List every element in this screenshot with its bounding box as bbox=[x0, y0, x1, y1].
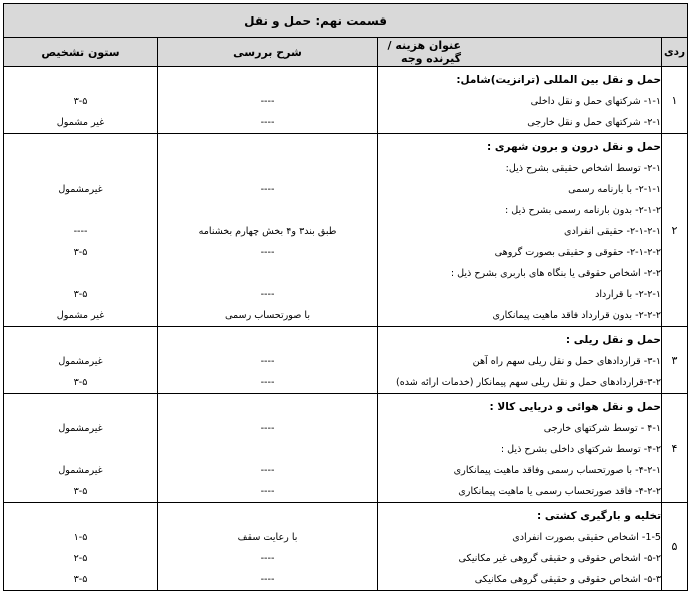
item-description: ---- bbox=[260, 247, 275, 258]
item-diagnosis: غیرمشمول bbox=[58, 356, 103, 367]
item-title: ۴-۱ - توسط شرکتهای خارجی bbox=[543, 423, 662, 434]
column-desc bbox=[158, 394, 378, 503]
item-title: حمل و نقل درون و برون شهری : bbox=[487, 141, 662, 153]
table-row bbox=[4, 394, 688, 503]
item-title: حمل و نقل بین المللی (ترانزیت)شامل: bbox=[456, 74, 662, 86]
column-title bbox=[378, 134, 662, 327]
item-diagnosis: غیر مشمول bbox=[56, 310, 105, 321]
column-title bbox=[378, 503, 662, 591]
row-number: ۳ bbox=[662, 327, 688, 394]
item-description bbox=[158, 137, 377, 158]
item-description: طبق بند۳ و۴ بخش چهارم بخشنامه bbox=[198, 226, 337, 237]
header-desc: شرح بررسی bbox=[158, 38, 378, 67]
item-title: ۱-۱- شرکتهای حمل و نقل داخلی bbox=[530, 96, 662, 107]
item-title: حمل و نقل هوائی و دریایی کالا : bbox=[489, 401, 662, 413]
column-title bbox=[378, 327, 662, 394]
header-row bbox=[4, 38, 688, 67]
transport-table bbox=[3, 3, 688, 591]
table-title: قسمت نهم: حمل و نقل bbox=[4, 4, 688, 38]
item-title: حمل و نقل ریلی : bbox=[565, 334, 662, 346]
column-diag bbox=[4, 134, 158, 327]
item-title: ۴-۲-۱- با صورتحساب رسمی وفاقد ماهیت پیمانکاری bbox=[453, 465, 662, 476]
column-desc bbox=[158, 67, 378, 134]
item-description: ---- bbox=[260, 423, 275, 434]
item-diagnosis: ۲-۵ bbox=[73, 553, 88, 564]
item-description: ---- bbox=[260, 486, 275, 497]
item-title: ۵-۳- اشخاص حقوقی و حقیقی گروهی مکانیکی bbox=[474, 574, 662, 585]
column-title bbox=[378, 67, 662, 134]
item-diagnosis bbox=[4, 263, 157, 284]
item-diagnosis: غیر مشمول bbox=[56, 117, 105, 128]
item-title: ۲-۲-۲- بدون قرارداد فاقد ماهیت پیمانکاری bbox=[492, 310, 662, 321]
item-title: ۲-۲-۱- با قرارداد bbox=[595, 289, 662, 300]
item-diagnosis: غیرمشمول bbox=[58, 465, 103, 476]
item-title: ۳-۲-قراردادهای حمل و نقل ریلی سهم پیمانکار (خدمات ارائه شده) bbox=[395, 377, 662, 388]
item-description bbox=[158, 330, 377, 351]
item-diagnosis: ۳-۵ bbox=[73, 574, 88, 585]
item-diagnosis: ۳-۵ bbox=[73, 377, 88, 388]
item-description: ---- bbox=[260, 117, 275, 128]
item-description: ---- bbox=[260, 184, 275, 195]
column-diag bbox=[4, 67, 158, 134]
item-description: با رعایت سقف bbox=[237, 532, 298, 543]
header-num: ردی bbox=[662, 38, 688, 67]
document-page bbox=[3, 3, 687, 586]
item-title: 1-5- اشخاص حقیقی بصورت انفرادی bbox=[512, 532, 662, 543]
item-diagnosis: ۳-۵ bbox=[73, 247, 88, 258]
item-description: با صورتحساب رسمی bbox=[225, 310, 311, 321]
item-description: ---- bbox=[260, 377, 275, 388]
item-description: ---- bbox=[260, 356, 275, 367]
item-diagnosis: ---- bbox=[73, 226, 88, 237]
item-description: ---- bbox=[260, 289, 275, 300]
item-diagnosis bbox=[4, 506, 157, 527]
item-title: ۲-۱-۱- با بارنامه رسمی bbox=[568, 184, 662, 195]
item-diagnosis bbox=[4, 137, 157, 158]
table-row bbox=[4, 134, 688, 327]
item-description: ---- bbox=[260, 574, 275, 585]
column-title bbox=[378, 394, 662, 503]
item-diagnosis: غیرمشمول bbox=[58, 423, 103, 434]
column-desc bbox=[158, 503, 378, 591]
item-description: ---- bbox=[260, 96, 275, 107]
item-diagnosis: غیرمشمول bbox=[58, 184, 103, 195]
header-diag: ستون تشخیص bbox=[4, 38, 158, 67]
table-row bbox=[4, 503, 688, 591]
item-description bbox=[158, 70, 377, 91]
item-title: ۲-۱-۲-۱- حقیقی انفرادی bbox=[563, 226, 662, 237]
item-diagnosis bbox=[4, 200, 157, 221]
header-title: عنوان هزینه / گیرنده وجه bbox=[378, 38, 662, 67]
item-diagnosis: ۳-۵ bbox=[73, 289, 88, 300]
item-diagnosis bbox=[4, 439, 157, 460]
item-title: ۲-۲- اشخاص حقوقی یا بنگاه های باربری بشرح ذیل : bbox=[450, 268, 662, 279]
row-number: ۴ bbox=[662, 394, 688, 503]
item-title: ۳-۱- قراردادهای حمل و نقل ریلی سهم راه آهن bbox=[472, 356, 662, 367]
item-title: ۴-۲- توسط شرکتهای داخلی بشرح ذیل : bbox=[500, 444, 662, 455]
column-desc bbox=[158, 327, 378, 394]
column-diag bbox=[4, 503, 158, 591]
item-description bbox=[158, 439, 377, 460]
item-diagnosis: ۱-۵ bbox=[73, 532, 88, 543]
item-diagnosis bbox=[4, 330, 157, 351]
row-number: ۵ bbox=[662, 503, 688, 591]
column-diag bbox=[4, 394, 158, 503]
column-diag bbox=[4, 327, 158, 394]
item-title: ۲-۱- شرکتهای حمل و نقل خارجی bbox=[527, 117, 662, 128]
table-row bbox=[4, 327, 688, 394]
item-title: ۲-۱-۲-۲- حقوقی و حقیقی بصورت گروهی bbox=[494, 247, 662, 258]
item-title: تخلیه و بارگیری کشتی : bbox=[537, 510, 662, 522]
item-title: ۲-۱-۲- بدون بارنامه رسمی بشرح ذیل : bbox=[505, 205, 662, 216]
item-diagnosis bbox=[4, 158, 157, 179]
item-title: ۲-۱- توسط اشخاص حقیقی بشرح ذیل: bbox=[505, 163, 662, 174]
item-description bbox=[158, 158, 377, 179]
table-row bbox=[4, 67, 688, 134]
item-diagnosis: ۳-۵ bbox=[73, 96, 88, 107]
item-description: ---- bbox=[260, 553, 275, 564]
row-number: ۱ bbox=[662, 67, 688, 134]
item-description bbox=[158, 200, 377, 221]
item-description bbox=[158, 506, 377, 527]
item-diagnosis bbox=[4, 70, 157, 91]
column-desc bbox=[158, 134, 378, 327]
item-description: ---- bbox=[260, 465, 275, 476]
item-title: ۴-۲-۲- فاقد صورتحساب رسمی یا ماهیت پیمانکاری bbox=[458, 486, 662, 497]
item-diagnosis bbox=[4, 397, 157, 418]
item-description bbox=[158, 263, 377, 284]
item-description bbox=[158, 397, 377, 418]
row-number: ۲ bbox=[662, 134, 688, 327]
item-diagnosis: ۳-۵ bbox=[73, 486, 88, 497]
item-title: ۵-۲- اشخاص حقوقی و حقیقی گروهی غیر مکانیکی bbox=[458, 553, 662, 564]
